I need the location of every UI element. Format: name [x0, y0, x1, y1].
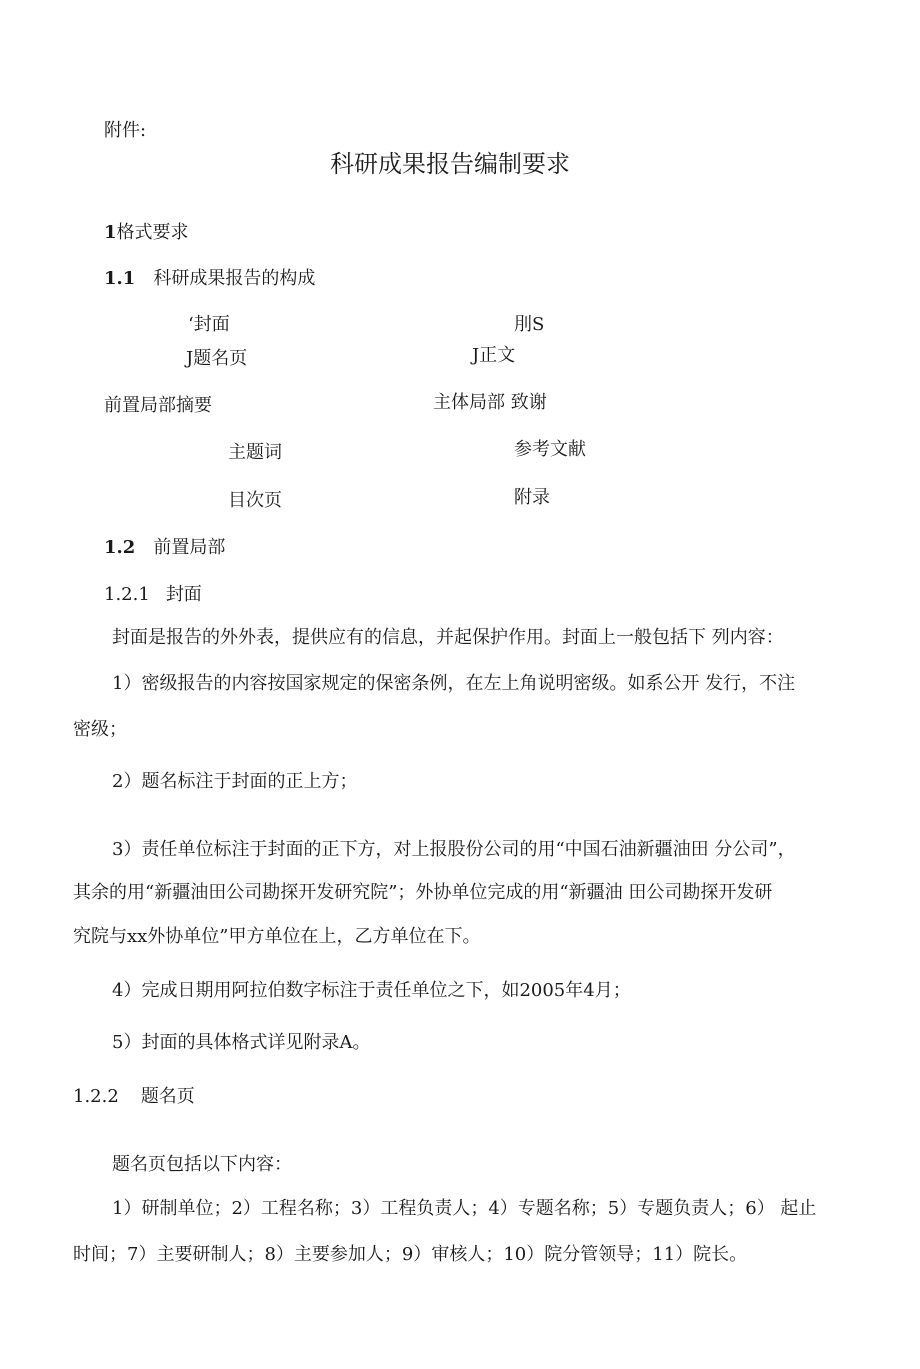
- cover-item-3-line-1: 3）责任单位标注于封面的正下方，对上报股份公司的用“中国石油新疆油田 分公司”，: [112, 839, 796, 860]
- section-title: 题名页: [140, 1086, 195, 1107]
- section-title: 科研成果报告的构成: [153, 268, 316, 289]
- section-1-1-heading: [104, 268, 315, 290]
- structure-front-item-toc: 目次页: [228, 490, 282, 511]
- section-1-2-1-heading: [104, 584, 202, 606]
- structure-front-item-cover: ‘封面: [188, 314, 230, 335]
- title-page-list-line-2: 时间；7）主要研制人；8）主要参加人；9）审核人；10）院分管领导；11）院长。: [73, 1244, 748, 1265]
- structure-main-item-references: 参考文献: [514, 439, 586, 460]
- structure-main-group: 主体局部 致谢: [433, 392, 547, 413]
- structure-main-item-preface: 刖S: [514, 314, 545, 335]
- cover-item-2: 2）题名标注于封面的正上方；: [112, 771, 358, 792]
- structure-main-item-appendix: 附录: [514, 487, 550, 508]
- section-number: 1.2: [104, 537, 136, 558]
- cover-item-3-line-3: 究院与xx外协单位”甲方单位在上，乙方单位在下。: [73, 926, 481, 947]
- cover-item-3-line-2: 其余的用“新疆油田公司勘探开发研究院”；外协单位完成的用“新疆油 田公司勘探开发研: [73, 882, 773, 903]
- section-number: 1: [104, 222, 117, 243]
- cover-item-1-line-1: 1）密级报告的内容按国家规定的保密条例，在左上角说明密级。如系公开 发行，不注: [112, 673, 796, 694]
- attachment-label: 附件:: [104, 120, 147, 141]
- title-page-list-line-1: 1）研制单位；2）工程名称；3）工程负责人；4）专题名称；5）专题负责人；6） 起止: [112, 1198, 817, 1219]
- section-1-2-heading: [104, 537, 225, 559]
- section-title: 封面: [165, 584, 202, 605]
- page-title: 科研成果报告编制要求: [330, 150, 570, 178]
- section-number: 1.2.1: [104, 584, 150, 605]
- structure-front-item-title-page: J题名页: [186, 348, 248, 369]
- structure-front-item-keywords: 主题词: [228, 442, 282, 463]
- cover-item-4: 4）完成日期用阿拉伯数字标注于责任单位之下，如2005年4月；: [112, 980, 631, 1001]
- cover-item-5: 5）封面的具体格式详见附录A。: [112, 1032, 371, 1053]
- section-1-2-2-heading: [73, 1086, 195, 1108]
- structure-main-item-body: J正文: [472, 345, 516, 366]
- section-number: 1.2.2: [73, 1086, 119, 1107]
- section-title: 前置局部: [153, 537, 226, 558]
- section-number: 1.1: [104, 268, 136, 289]
- section-1-heading: [104, 222, 189, 244]
- section-title: 格式要求: [116, 222, 189, 243]
- cover-intro-paragraph: 封面是报告的外外表，提供应有的信息，并起保护作用。封面上一般包括下 列内容：: [112, 627, 784, 648]
- structure-front-group: 前置局部摘要: [104, 395, 212, 416]
- cover-item-1-line-2: 密级；: [73, 719, 127, 740]
- title-page-intro: 题名页包括以下内容：: [112, 1154, 292, 1175]
